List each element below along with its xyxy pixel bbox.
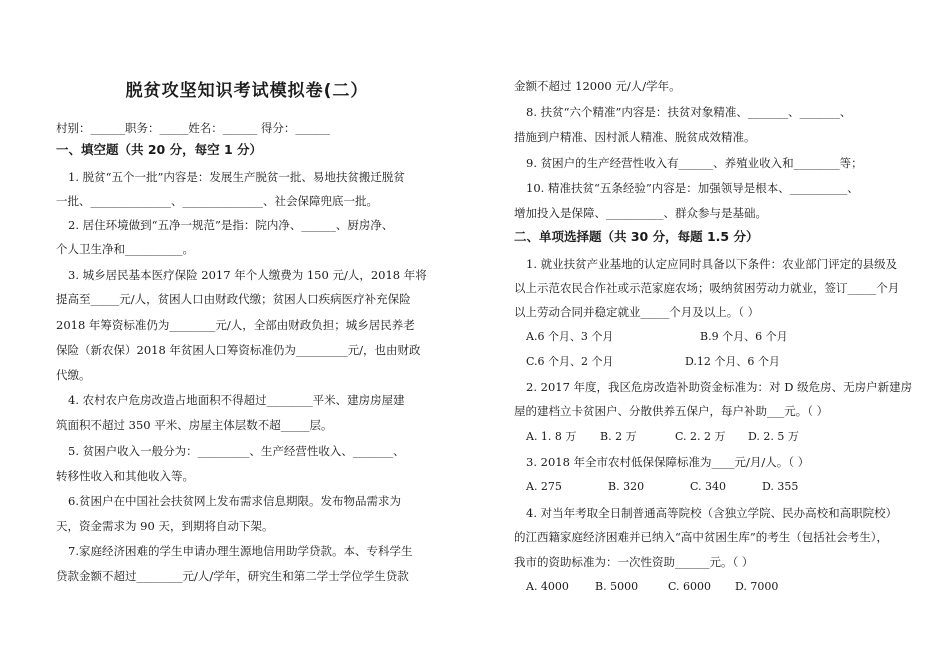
question-line: 我市的资助标准为：一次性资助______元。（ ） <box>514 555 754 569</box>
text-line: 2018 年筹资标准仍为________元/人，全部由财政负担；城乡居民养老 <box>56 318 415 332</box>
option-d: D. 7000 <box>735 580 779 593</box>
text-line: 措施到户精准、因村派人精准、脱贫成效精准。 <box>514 130 756 144</box>
text-line: 5. 贫困户收入一般分为：_________、生产经营性收入、_______、 <box>68 444 405 458</box>
question-line: 4. 对当年考取全日制普通高等院校（含独立学院、民办高校和高职院校） <box>526 506 898 520</box>
question-line: 2. 2017 年度，我区危房改造补助资金标准为：对 D 级危房、无房户新建房 <box>526 380 913 394</box>
text-line: 3. 城乡居民基本医疗保险 2017 年个人缴费为 150 元/人，2018 年将 <box>68 268 427 282</box>
text-line: 10. 精准扶贫“五条经验”内容是：加强领导是根本、__________、 <box>526 181 859 195</box>
question-line: 以上劳动合同并稳定就业_____个月及以上。（ ） <box>514 305 760 319</box>
question-line: 屋的建档立卡贫困户、分散供养五保户，每户补助___元。（ ） <box>514 404 829 418</box>
text-line: 筑面积不超过 350 平米、房屋主体层数不超_____层。 <box>56 418 333 432</box>
option-a: A. 275 <box>526 480 562 493</box>
option-c: C. 6000 <box>668 580 712 593</box>
option-d: D.12 个月、6 个月 <box>685 355 780 368</box>
text-line: 4. 农村农户危房改造占地面积不得超过________平米、建房房屋建 <box>68 393 405 407</box>
text-line: 保险（新农保）2018 年贫困人口筹资标准仍为_________元/，也由财政 <box>56 343 421 357</box>
option-b: B. 320 <box>608 480 645 493</box>
text-line: 金额不超过 12000 元/人/学年。 <box>514 79 681 93</box>
page-title: 脱贫攻坚知识考试模拟卷(二） <box>125 81 369 101</box>
text-line: 2. 居住环境做到“五净一规范”是指：院内净、______、厨房净、 <box>68 218 394 232</box>
text-line: 转移性收入和其他收入等。 <box>56 469 194 483</box>
option-a: A.6 个月、3 个月 <box>526 330 614 343</box>
option-d: D. 2. 5 万 <box>748 430 799 443</box>
text-line: 一批、______________、______________、社会保障兜底一批。 <box>56 194 378 208</box>
option-a: A. 1. 8 万 <box>526 430 577 443</box>
option-d: D. 355 <box>762 480 799 493</box>
option-b: B.9 个月、6 个月 <box>700 330 788 343</box>
text-line: 9. 贫困户的生产经营性收入有______、养殖业收入和________等； <box>526 156 863 170</box>
text-line: 天，资金需求为 90 天，到期将自动下架。 <box>56 519 274 533</box>
option-a: A. 4000 <box>526 580 569 593</box>
text-line: 1. 脱贫“五个一批”内容是：发展生产脱贫一批、易地扶贫搬迁脱贫 <box>68 170 405 184</box>
text-line: 代缴。 <box>56 368 91 382</box>
section-heading: 一、填空题（共 20 分，每空 1 分） <box>56 142 263 157</box>
text-line: 增加投入是保障、__________、群众参与是基础。 <box>514 206 767 220</box>
option-c: C.6 个月、2 个月 <box>526 355 614 368</box>
section-heading: 二、单项选择题（共 30 分，每题 1.5 分） <box>514 229 759 244</box>
text-line: 8. 扶贫“六个精准”内容是：扶贫对象精准、_______、_______、 <box>526 105 852 119</box>
text-line: 7.家庭经济困难的学生申请办理生源地信用助学贷款。本、专科学生 <box>68 544 413 558</box>
text-line: 6.贫困户在中国社会扶贫网上发布需求信息期限。发布物品需求为 <box>68 494 401 508</box>
text-line: 提高至_____元/人，贫困人口由财政代缴；贫困人口疾病医疗补充保险 <box>56 292 411 306</box>
option-b: B. 2 万 <box>600 430 637 443</box>
info-line: 村别：______职务：_____姓名：______ 得分：______ <box>56 121 330 135</box>
question-line: 以上示范农民合作社或示范家庭农场；吸纳贫困劳动力就业，签订_____个月 <box>514 281 900 295</box>
text-line: 个人卫生净和__________。 <box>56 242 194 256</box>
question-line: 1. 就业扶贫产业基地的认定应同时具备以下条件：农业部门评定的县级及 <box>526 257 898 271</box>
question-line: 3. 2018 年全市农村低保保障标准为____元/月/人。（ ） <box>526 455 810 469</box>
text-line: 贷款金额不超过________元/人/学年，研究生和第二学士学位学生贷款 <box>56 569 409 583</box>
option-c: C. 340 <box>690 480 727 493</box>
question-line: 的江西籍家庭经济困难并已纳入“高中贫困生库”的考生（包括社会考生）， <box>514 530 889 544</box>
option-b: B. 5000 <box>595 580 639 593</box>
option-c: C. 2. 2 万 <box>675 430 726 443</box>
